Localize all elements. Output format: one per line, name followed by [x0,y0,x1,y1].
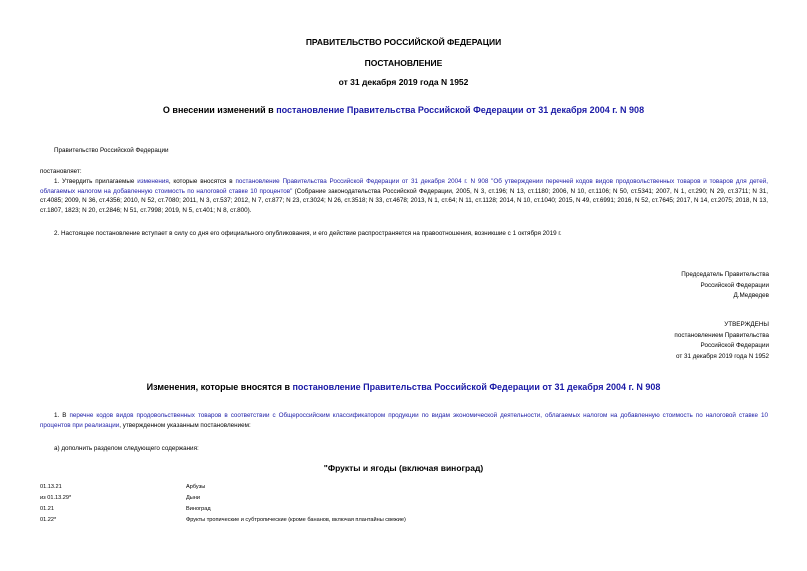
document-title [0,105,807,115]
table-row [40,506,406,517]
table-row [40,517,406,528]
approved-title: УТВЕРЖДЕНЫ [724,321,769,328]
p1-mid: , которые вносятся в [168,178,236,185]
p1-link-changes[interactable]: изменения [137,178,169,185]
p1-link-decree[interactable]: постановление Правительства Российской Федерации от 31 декабря 2004 г. N 908 "Об утверждении перечней кодов видов продовольственных товаров и товаров для детей, облагаемых налогом на добавленную стоимость по налоговой ставке 10 процентов" [40,178,768,195]
government-line: Правительство Российской Федерации [54,147,169,154]
approved-country: Российской Федерации [700,342,769,349]
changes-title-link[interactable]: постановление Правительства Российской Федерации от 31 декабря 2004 г. N 908 [292,382,661,392]
document-type: ПОСТАНОВЛЕНИЕ [364,58,443,68]
code-cell: 01.22* [40,517,57,523]
government-title: ПРАВИТЕЛЬСТВО РОССИЙСКОЙ ФЕДЕРАЦИИ [305,37,502,47]
paragraph-2: 2. Настоящее постановление вступает в силу со дня его официального опубликования, и его действие распространяется на правоотношения, возникшие с 1 октября 2019 г. [54,230,562,237]
approved-block [674,320,769,362]
code-cell: 01.21 [40,506,54,512]
signature-block [681,270,769,302]
approved-by: постановлением Правительства [674,331,769,339]
changes-title-prefix: Изменения, которые вносятся в [146,382,293,392]
decrees-word: постановляет: [40,168,82,175]
name-cell: Арбузы [186,484,206,490]
changes-item-a: а) дополнить разделом следующего содержания: [54,445,199,452]
document-date-number: от 31 декабря 2019 года N 1952 [338,77,469,87]
signature-country: Российской Федерации [700,281,769,289]
signature-name: Д.Медведев [733,292,769,299]
codes-table [40,484,406,528]
item1-start: 1. В [54,412,70,419]
name-cell: Виноград [186,506,211,512]
changes-item-1 [40,411,768,430]
title-prefix: О внесении изменений в [162,105,277,115]
name-cell: Фрукты тропические и субтропические (кроме бананов, включая плантайны свежие) [186,517,406,523]
table-row [40,495,406,506]
name-cell: Дыни [186,495,201,501]
p1-start: 1. Утвердить прилагаемые [54,178,138,185]
item1-end: , утвержденном указанным постановлением: [119,421,251,429]
code-cell: 01.13.21 [40,484,62,490]
approved-date: от 31 декабря 2019 года N 1952 [675,352,769,360]
table-row [40,484,406,495]
title-link[interactable]: постановление Правительства Российской Федерации от 31 декабря 2004 г. N 908 [276,105,645,115]
changes-title [0,382,807,392]
p1-end: (Собрание законодательства Российской Федерации, 2005, N 3, ст.196; N 13, ст.1180; 2006, N 10, ст.1106; N 50, ст.5341; 2007, N 1, ст.290; N 29, ст.3711; N 31, ст.4085; 2009, N 36, ст.4356; 2010, N 52, ст.7080; 2011, N 3, ст.537; 2012, N 7, ст.877; N 23, ст.3024; N 26, ст.3518; N 33, ст.4678; 2013, N 1, ст.64; N 11, ст.1128; 2014, N 10, ст.1040; 2015, N 49, ст.6991; 2016, N 52, ст.7645; 2017, N 14, ст.2075; 2018, N 13, ст.1807, 1823; N 20, ст.2846; N 51, ст.7998; 2019, N 5, ст.401; N 8, ст.800). [40,187,768,214]
item1-link[interactable]: перечне кодов видов продовольственных товаров в соответствии с Общероссийским классификатором продукции по видам экономической деятельности, облагаемых налогом на добавленную стоимость по налоговой ставке 10 процентов при реализации [40,412,768,429]
signature-position: Председатель Правительства [681,271,769,278]
section-title: "Фрукты и ягоды (включая виноград) [323,463,484,473]
paragraph-1 [40,177,768,215]
code-cell: из 01.13.29* [40,495,72,501]
